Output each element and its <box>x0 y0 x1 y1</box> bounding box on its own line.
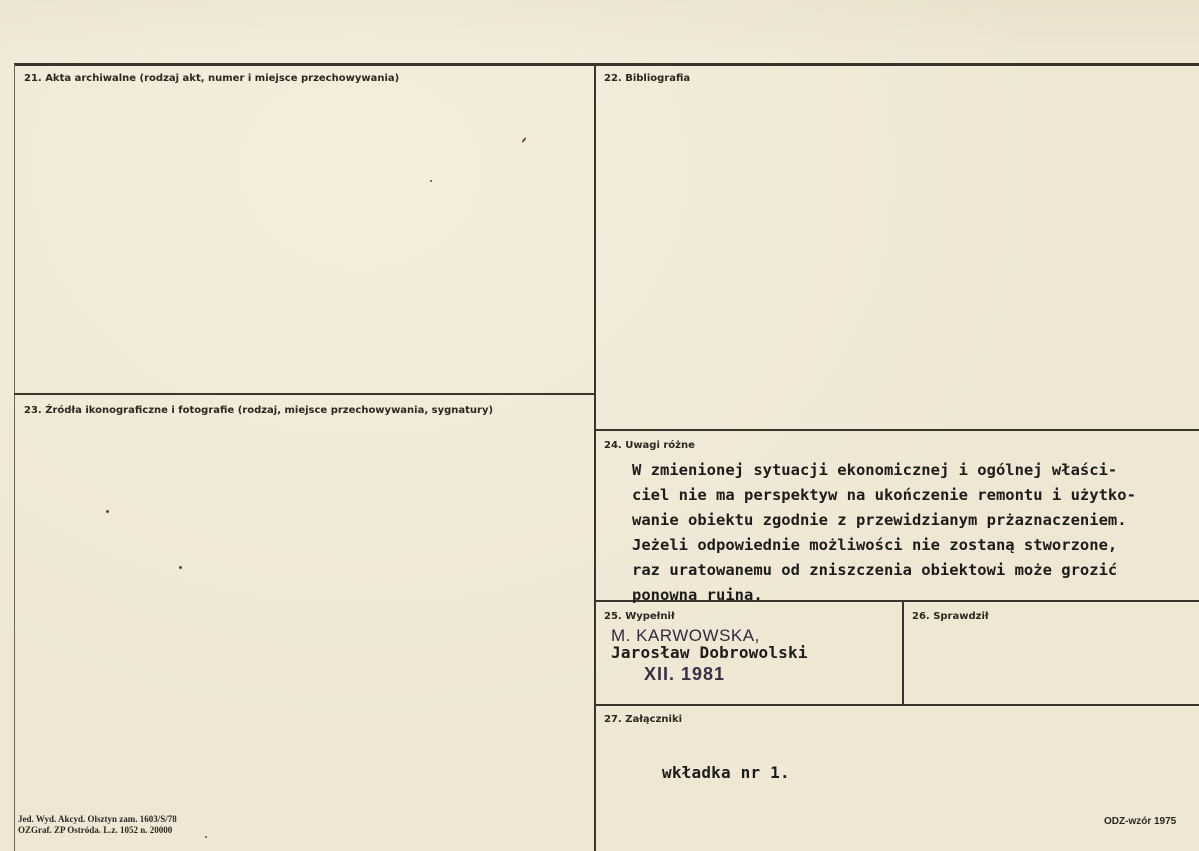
ink-mark <box>521 137 526 143</box>
section-24-label: 24. Uwagi różne <box>604 440 695 451</box>
paper-speck <box>179 566 182 569</box>
divider-25-26 <box>902 602 904 705</box>
printer-line-2: OZGraf. ZP Ostróda. L.z. 1052 n. 20000 <box>18 825 173 835</box>
form-code: ODZ-wzór 1975 <box>1104 816 1177 827</box>
section-23-label: 23. Źródła ikonograficzne i fotografie (rodzaj, miejsce przechowywania, sygnatury) <box>24 405 494 416</box>
divider-25-27 <box>596 704 1199 706</box>
paper-speck <box>205 836 207 838</box>
top-border-line <box>14 63 1199 66</box>
remarks-line: ponowna ruina. <box>632 586 763 604</box>
remarks-line: raz uratowanemu od zniszczenia obiektowi może grozić <box>632 561 1118 579</box>
paper-speck <box>430 180 432 182</box>
divider-22-24 <box>596 429 1199 431</box>
date-stamp: XII. 1981 <box>644 664 726 684</box>
section-21-label: 21. Akta archiwalne (rodzaj akt, numer i miejsce przechowywania) <box>24 73 400 84</box>
handwritten-name: M. KARWOWSKA, <box>611 626 760 645</box>
paper-speck <box>106 510 109 513</box>
attachments-text: wkładka nr 1. <box>662 763 790 782</box>
section-22-label: 22. Bibliografia <box>604 73 691 84</box>
remarks-line: ciel nie ma perspektyw na ukończenie remontu i użytko- <box>632 486 1136 504</box>
section-25-label: 25. Wypełnił <box>604 611 675 622</box>
printer-info <box>18 814 177 836</box>
remarks-text <box>632 458 1136 608</box>
remarks-line: wanie obiektu zgodnie z przewidzianym prżaznaczeniem. <box>632 511 1127 529</box>
remarks-line: Jeżeli odpowiednie możliwości nie zostaną stworzone, <box>632 536 1118 554</box>
center-divider-line <box>594 64 596 851</box>
typed-name: Jarosław Dobrowolski <box>611 643 808 662</box>
divider-21-23 <box>14 393 594 395</box>
left-border-line <box>14 64 15 851</box>
section-27-label: 27. Załączniki <box>604 714 683 725</box>
section-26-label: 26. Sprawdził <box>912 611 989 622</box>
printer-line-1: Jed. Wyd. Akcyd. Olsztyn zam. 1603/S/78 <box>18 814 177 824</box>
remarks-line: W zmienionej sytuacji ekonomicznej i ogólnej właści- <box>632 461 1118 479</box>
